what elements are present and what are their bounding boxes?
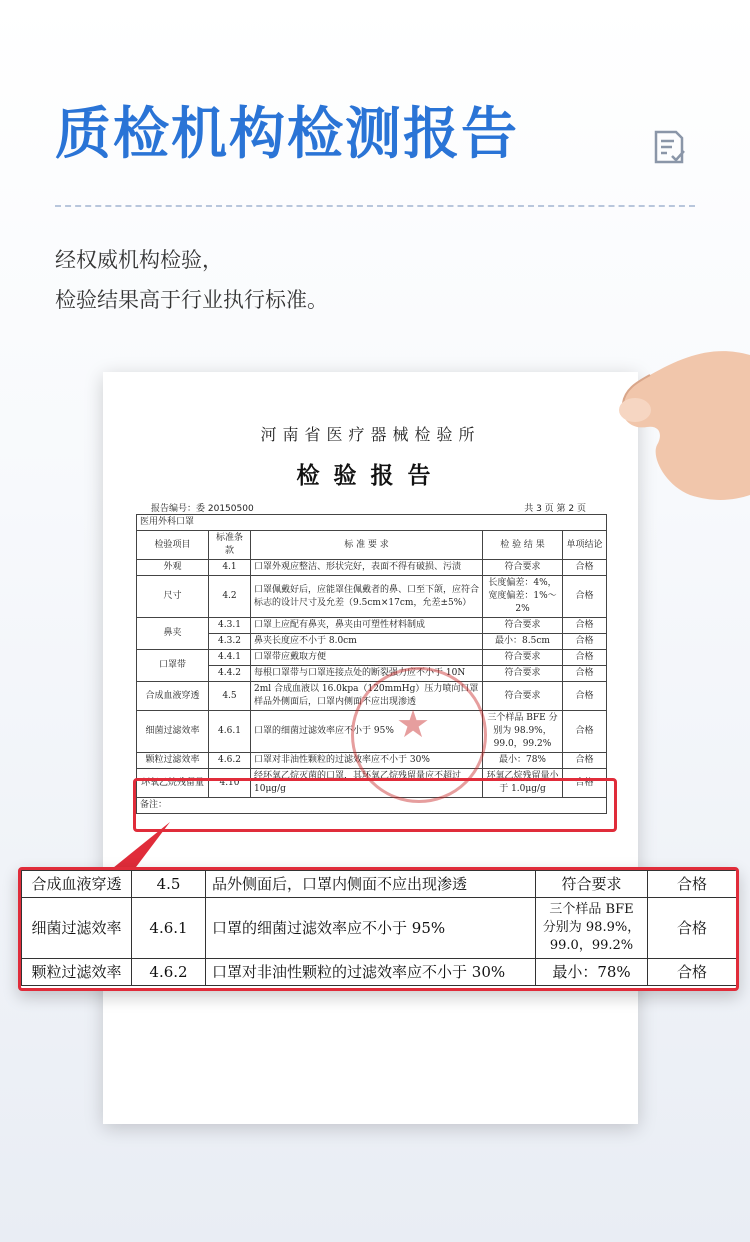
requirement-cell: 口罩外观应整洁、形状完好，表面不得有破损、污渍: [251, 560, 483, 576]
conclusion-cell: 合格: [563, 769, 607, 798]
clause-cell: 4.1: [209, 560, 251, 576]
requirement-cell: 口罩对非油性颗粒的过滤效率应不小于 30%: [206, 959, 536, 986]
item-cell: 尺寸: [137, 576, 209, 618]
table-row: [137, 618, 607, 634]
result-cell: 最小：78%: [483, 753, 563, 769]
remark-cell: 备注：: [137, 798, 607, 814]
zoom-row: [22, 898, 737, 959]
clause-cell: 4.4.2: [209, 666, 251, 682]
conclusion-cell: 合格: [563, 753, 607, 769]
requirement-cell: 品外侧面后，口罩内侧面不应出现渗透: [206, 871, 536, 898]
product-row: [137, 515, 607, 531]
conclusion-cell: 合格: [563, 650, 607, 666]
page-title: 质检机构检测报告: [55, 102, 519, 167]
item-cell: 细菌过滤效率: [137, 711, 209, 753]
clause-cell: 4.6.1: [132, 898, 206, 959]
requirement-cell: 口罩佩戴好后，应能罩住佩戴者的鼻、口至下颌，应符合标志的设计尺寸及允差（9.5cm×17cm，允差±5%）: [251, 576, 483, 618]
requirement-cell: 每根口罩带与口罩连接点处的断裂强力应不小于 10N: [251, 666, 483, 682]
result-cell: 符合要求: [483, 666, 563, 682]
result-cell: 符合要求: [483, 682, 563, 711]
clause-cell: 4.5: [209, 682, 251, 711]
result-cell: 长度偏差：4%，宽度偏差：1%～2%: [483, 576, 563, 618]
item-cell: 细菌过滤效率: [22, 898, 132, 959]
requirement-cell: 经环氧乙烷灭菌的口罩，其环氧乙烷残留量应不超过 10μg/g: [251, 769, 483, 798]
header-cell: 检 验 结 果: [483, 531, 563, 560]
table-row: [137, 560, 607, 576]
clause-cell: 4.6.1: [209, 711, 251, 753]
item-cell: 合成血液穿透: [22, 871, 132, 898]
result-cell: 符合要求: [483, 560, 563, 576]
clause-cell: 4.2: [209, 576, 251, 618]
report-org: 河南省医疗器械检验所: [260, 425, 481, 444]
result-cell: 三个样品 BFE 分别为 98.9%，99.0，99.2%: [536, 898, 648, 959]
clause-cell: 4.6.2: [132, 959, 206, 986]
result-cell: 最小：8.5cm: [483, 634, 563, 650]
requirement-cell: 鼻夹长度应不小于 8.0cm: [251, 634, 483, 650]
result-cell: 符合要求: [536, 871, 648, 898]
conclusion-cell: 合格: [563, 618, 607, 634]
clause-cell: 4.6.2: [209, 753, 251, 769]
item-cell: 颗粒过滤效率: [137, 753, 209, 769]
conclusion-cell: 合格: [648, 871, 737, 898]
requirement-cell: 口罩的细菌过滤效率应不小于 95%: [206, 898, 536, 959]
result-cell: 最小：78%: [536, 959, 648, 986]
result-cell: 环氧乙烷残留量小于 1.0μg/g: [483, 769, 563, 798]
item-cell: 口罩带: [137, 650, 209, 682]
highlight-box: [133, 778, 617, 832]
item-cell: 合成血液穿透: [137, 682, 209, 711]
requirement-cell: 口罩上应配有鼻夹，鼻夹由可塑性材料制成: [251, 618, 483, 634]
conclusion-cell: 合格: [563, 576, 607, 618]
conclusion-cell: 合格: [648, 959, 737, 986]
requirement-cell: 口罩的细菌过滤效率应不小于 95%: [251, 711, 483, 753]
table-row: [137, 576, 607, 618]
result-cell: 符合要求: [483, 618, 563, 634]
result-cell: 三个样品 BFE 分别为 98.9%，99.0，99.2%: [483, 711, 563, 753]
zoom-row: [22, 871, 737, 898]
seal-star-icon: ★: [396, 702, 431, 746]
header-cell: 检验项目: [137, 531, 209, 560]
conclusion-cell: 合格: [563, 666, 607, 682]
zoom-table: [21, 870, 737, 986]
report-number: 报告编号：委 20150500: [151, 504, 254, 514]
report-title: 检验报告: [296, 462, 445, 489]
report-page-info: 共 3 页 第 2 页: [524, 504, 586, 514]
item-cell: 颗粒过滤效率: [22, 959, 132, 986]
subtitle-line-1: 经权威机构检验，: [55, 248, 223, 272]
clause-cell: 4.4.1: [209, 650, 251, 666]
conclusion-cell: 合格: [563, 634, 607, 650]
clause-cell: 4.10: [209, 769, 251, 798]
conclusion-cell: 合格: [563, 711, 607, 753]
report-paper: [103, 372, 638, 1124]
item-cell: 外观: [137, 560, 209, 576]
requirement-cell: 2ml 合成血液以 16.0kpa（120mmHg）压力喷向口罩样品外侧面后，口罩内侧面不应出现渗透: [251, 682, 483, 711]
result-cell: 符合要求: [483, 650, 563, 666]
header-cell: 标准条款: [209, 531, 251, 560]
clause-cell: 4.3.2: [209, 634, 251, 650]
product-name: 医用外科口罩: [137, 515, 607, 531]
item-cell: 环氧乙烷残留量: [137, 769, 209, 798]
zoom-callout: [18, 867, 739, 991]
requirement-cell: 口罩带应戴取方便: [251, 650, 483, 666]
hand-image: [605, 335, 750, 505]
zoom-row: [22, 959, 737, 986]
clause-cell: 4.3.1: [209, 618, 251, 634]
conclusion-cell: 合格: [563, 560, 607, 576]
title-divider: [55, 205, 695, 207]
header-row: [137, 531, 607, 560]
subtitle-line-2: 检验结果高于行业执行标准。: [55, 288, 328, 312]
header-cell: 标 准 要 求: [251, 531, 483, 560]
document-check-icon: [650, 128, 690, 168]
table-row: [137, 650, 607, 666]
conclusion-cell: 合格: [563, 682, 607, 711]
conclusion-cell: 合格: [648, 898, 737, 959]
header-cell: 单项结论: [563, 531, 607, 560]
clause-cell: 4.5: [132, 871, 206, 898]
item-cell: 鼻夹: [137, 618, 209, 650]
requirement-cell: 口罩对非油性颗粒的过滤效率应不小于 30%: [251, 753, 483, 769]
